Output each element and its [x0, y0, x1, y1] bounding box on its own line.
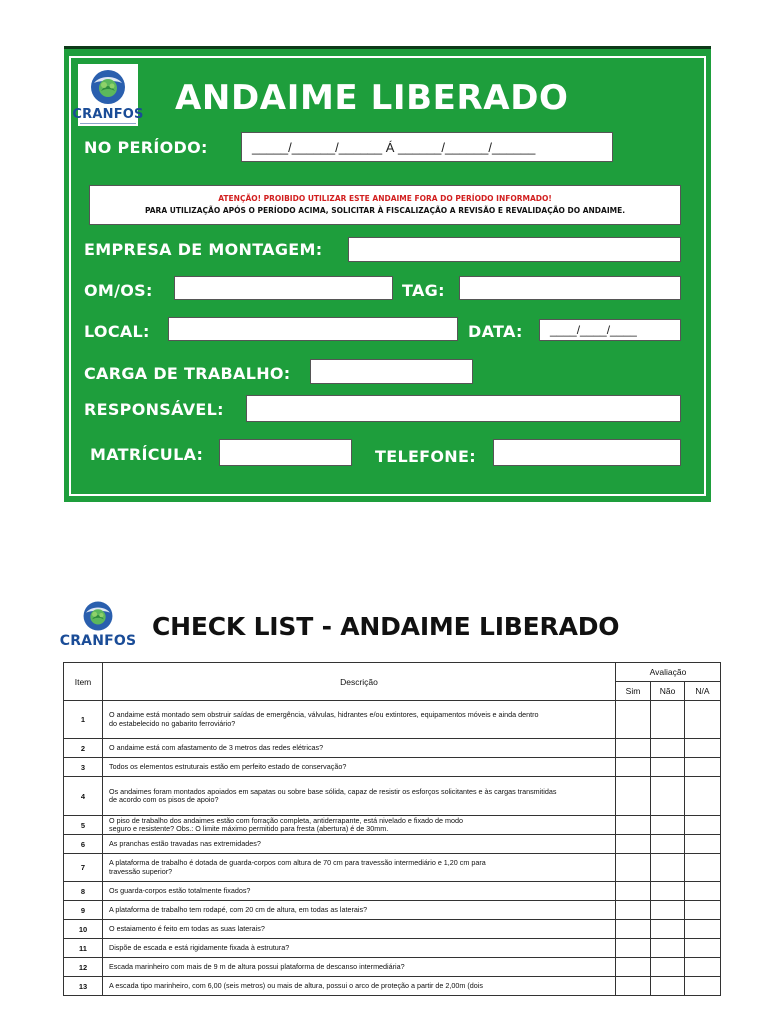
answer-na-cell[interactable]	[685, 777, 721, 816]
item-number: 13	[64, 977, 103, 996]
date-field[interactable]: ____/____/____	[539, 319, 681, 341]
description-line: do estabelecido no gabarito ferroviário?	[109, 718, 236, 728]
warning-line-1: ATENÇÃO! PROIBIDO UTILIZAR ESTE ANDAIME FORA DO PERÍODO INFORMADO!	[218, 194, 552, 203]
description-line: O estaiamento é feito em todas as suas laterais?	[109, 923, 265, 933]
globe-logo-icon	[81, 599, 115, 633]
table-row	[64, 920, 721, 939]
location-label: LOCAL:	[84, 322, 150, 341]
answer-na-cell[interactable]	[685, 977, 721, 996]
description-line: Escada marinheiro com mais de 9 m de altura possui plataforma de descanso intermediária?	[109, 961, 405, 971]
registration-label: MATRÍCULA:	[90, 445, 204, 464]
tag-label: TAG:	[402, 281, 445, 300]
answer-na-cell[interactable]	[685, 758, 721, 777]
workload-field[interactable]	[310, 359, 473, 384]
answer-no-cell[interactable]	[651, 816, 685, 835]
responsible-field[interactable]	[246, 395, 681, 422]
table-row	[64, 835, 721, 854]
answer-yes-cell[interactable]	[616, 939, 651, 958]
item-description	[103, 939, 616, 958]
table-row	[64, 882, 721, 901]
answer-no-cell[interactable]	[651, 758, 685, 777]
table-row	[64, 901, 721, 920]
description-line: O andaime está montado sem obstruir saídas de emergência, válvulas, hidrantes e/ou extintores, equipamentos móveis e ainda dentro	[109, 710, 539, 719]
description-line: A escada tipo marinheiro, com 6,00 (seis metros) ou mais de altura, possui o arco de proteção a partir de 2,00m (dois	[109, 980, 483, 990]
item-description	[103, 701, 616, 739]
answer-na-cell[interactable]	[685, 854, 721, 882]
item-number: 2	[64, 739, 103, 758]
answer-no-cell[interactable]	[651, 777, 685, 816]
answer-yes-cell[interactable]	[616, 701, 651, 739]
item-description	[103, 739, 616, 758]
workload-label: CARGA DE TRABALHO:	[84, 364, 291, 383]
item-number: 6	[64, 835, 103, 854]
item-description	[103, 758, 616, 777]
checklist-table	[63, 662, 721, 996]
period-label: NO PERÍODO:	[84, 138, 208, 157]
answer-yes-cell[interactable]	[616, 835, 651, 854]
description-line: Dispõe de escada e está rigidamente fixada à estrutura?	[109, 942, 290, 952]
checklist-body	[64, 701, 721, 996]
period-field[interactable]: _____/______/______ Á ______/______/______	[241, 132, 613, 162]
item-number: 10	[64, 920, 103, 939]
answer-no-cell[interactable]	[651, 739, 685, 758]
item-description	[103, 816, 616, 835]
item-description	[103, 920, 616, 939]
sign-title: ANDAIME LIBERADO	[175, 78, 569, 118]
phone-field[interactable]	[493, 439, 681, 466]
registration-field[interactable]	[219, 439, 352, 466]
table-row	[64, 816, 721, 835]
answer-no-cell[interactable]	[651, 882, 685, 901]
answer-no-cell[interactable]	[651, 920, 685, 939]
tag-field[interactable]	[459, 276, 681, 300]
answer-na-cell[interactable]	[685, 701, 721, 739]
answer-na-cell[interactable]	[685, 739, 721, 758]
answer-yes-cell[interactable]	[616, 777, 651, 816]
checklist-company-logo	[60, 596, 136, 652]
responsible-label: RESPONSÁVEL:	[84, 400, 224, 419]
description-line: A plataforma de trabalho é dotada de guarda-corpos com altura de 70 cm para travessão intermediário e 1,20 cm para	[109, 858, 486, 867]
date-label: DATA:	[468, 322, 523, 341]
company-logo	[72, 64, 144, 126]
item-number: 3	[64, 758, 103, 777]
item-description	[103, 977, 616, 996]
item-number: 8	[64, 882, 103, 901]
om-os-field[interactable]	[174, 276, 393, 300]
item-description	[103, 882, 616, 901]
answer-yes-cell[interactable]	[616, 920, 651, 939]
checklist-title: CHECK LIST - ANDAIME LIBERADO	[152, 612, 620, 641]
table-row	[64, 701, 721, 739]
answer-na-cell[interactable]	[685, 835, 721, 854]
item-number: 9	[64, 901, 103, 920]
table-row	[64, 854, 721, 882]
header-description: Descrição	[103, 663, 616, 701]
item-description	[103, 835, 616, 854]
answer-yes-cell[interactable]	[616, 758, 651, 777]
assembly-company-field[interactable]	[348, 237, 681, 262]
header-item: Item	[64, 663, 103, 701]
answer-yes-cell[interactable]	[616, 958, 651, 977]
answer-yes-cell[interactable]	[616, 882, 651, 901]
description-line: travessão superior?	[109, 866, 173, 876]
item-number: 5	[64, 816, 103, 835]
description-line: Os andaimes foram montados apoiados em sapatas ou sobre base sólida, capaz de resistir os esforços solicitantes e às cargas transmitidas	[109, 786, 557, 796]
description-line: Todos os elementos estruturais estão em perfeito estado de conservação?	[109, 761, 347, 771]
item-description	[103, 901, 616, 920]
item-number: 4	[64, 777, 103, 816]
description-line: Os guarda-corpos estão totalmente fixados?	[109, 885, 251, 895]
description-line: O piso de trabalho dos andaimes estão com forração completa, antiderrapante, está nivelado e fixado de modo	[109, 815, 463, 825]
item-number: 11	[64, 939, 103, 958]
answer-no-cell[interactable]	[651, 701, 685, 739]
answer-na-cell[interactable]	[685, 920, 721, 939]
logo-brand-text: CRANFOS	[72, 107, 144, 122]
answer-no-cell[interactable]	[651, 958, 685, 977]
location-field[interactable]	[168, 317, 458, 341]
table-row	[64, 977, 721, 996]
answer-no-cell[interactable]	[651, 901, 685, 920]
table-row	[64, 939, 721, 958]
om-os-label: OM/OS:	[84, 281, 153, 300]
table-row	[64, 777, 721, 816]
table-row	[64, 758, 721, 777]
description-line: As pranchas estão travadas nas extremidades?	[109, 838, 261, 848]
table-row	[64, 739, 721, 758]
answer-yes-cell[interactable]	[616, 816, 651, 835]
table-row	[64, 958, 721, 977]
item-description	[103, 854, 616, 882]
header-evaluation: Avaliação	[616, 663, 721, 682]
warning-line-2: PARA UTILIZAÇÃO APÓS O PERÍODO ACIMA, SOLICITAR À FISCALIZAÇÃO A REVISÃO E REVALIDAÇÃO DO ANDAIME.	[144, 206, 626, 215]
assembly-company-label: EMPRESA DE MONTAGEM:	[84, 240, 323, 259]
answer-yes-cell[interactable]	[616, 901, 651, 920]
answer-no-cell[interactable]	[651, 939, 685, 958]
item-description	[103, 777, 616, 816]
phone-label: TELEFONE:	[375, 447, 476, 466]
item-number: 1	[64, 701, 103, 739]
item-number: 12	[64, 958, 103, 977]
logo-underline	[80, 123, 136, 124]
answer-yes-cell[interactable]	[616, 739, 651, 758]
header-no: Não	[651, 682, 685, 701]
description-line: A plataforma de trabalho tem rodapé, com 20 cm de altura, em todas as laterais?	[109, 904, 368, 914]
answer-na-cell[interactable]	[685, 958, 721, 977]
header-na: N/A	[685, 682, 721, 701]
answer-na-cell[interactable]	[685, 816, 721, 835]
warning-box	[89, 185, 681, 225]
description-line: seguro e resistente? Obs.: O limite máximo permitido para fresta (abertura) é de 30mm.	[109, 824, 389, 833]
answer-yes-cell[interactable]	[616, 854, 651, 882]
answer-no-cell[interactable]	[651, 835, 685, 854]
description-line: O andaime está com afastamento de 3 metros das redes elétricas?	[109, 742, 324, 752]
answer-na-cell[interactable]	[685, 901, 721, 920]
item-description	[103, 958, 616, 977]
header-yes: Sim	[616, 682, 651, 701]
item-number: 7	[64, 854, 103, 882]
answer-na-cell[interactable]	[685, 882, 721, 901]
logo-brand-text: CRANFOS	[59, 633, 137, 649]
answer-na-cell[interactable]	[685, 939, 721, 958]
answer-no-cell[interactable]	[651, 854, 685, 882]
description-line: de acordo com os pisos de apoio?	[109, 795, 219, 804]
globe-logo-icon	[88, 67, 128, 107]
answer-yes-cell[interactable]	[616, 977, 651, 996]
answer-no-cell[interactable]	[651, 977, 685, 996]
